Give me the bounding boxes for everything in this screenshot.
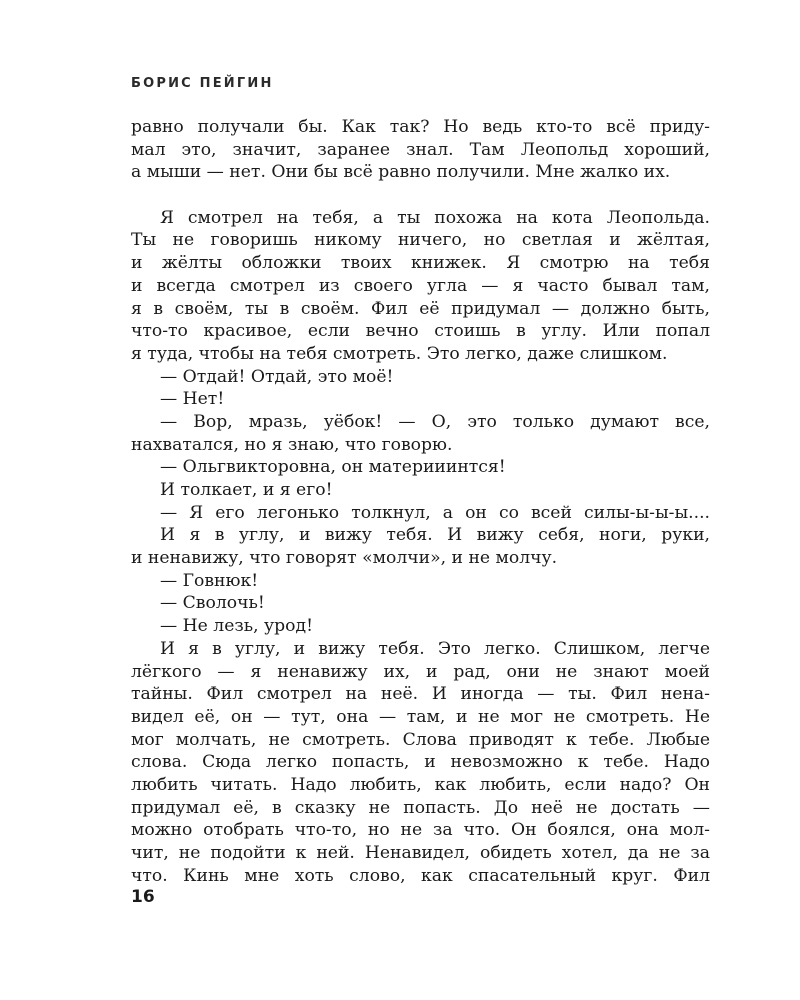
dialogue-line: — Говнюк! [160,570,259,591]
text-line: равно получали бы. Как так? Но ведь кто-то всё приду- [131,117,710,137]
text-line: придумал её, в сказку не попасть. До неё не достать — [131,797,710,818]
text-line: слова. Сюда легко попасть, и невозможно к тебе. Надо [131,752,710,773]
dialogue-line: — Отдай! Отдай, это моё! [160,366,394,387]
page-number: 16 [131,887,155,907]
text-line: можно отобрать что-то, но не за что. Он боялся, она мол- [131,820,710,841]
text-line: видел её, он — тут, она — там, и не мог не смотреть. Не [131,706,710,727]
text-line: И толкает, и я его! [160,480,333,500]
text-line: И я в углу, и вижу тебя. Это легко. Слишком, легче [160,638,710,659]
text-line: и жёлты обложки твоих книжек. Я смотрю на тебя [131,253,710,274]
text-line: мал это, значит, заранее знал. Там Леопольд хороший, [131,139,710,160]
running-head-author: БОРИС ПЕЙГИН [131,76,274,91]
dialogue-line: — Нет! [160,389,225,410]
text-line: нахватался, но я знаю, что говорю. [131,434,453,455]
text-line: что. Кинь мне хоть слово, как спасательный круг. Фил [131,865,710,886]
text-line: тайны. Фил смотрел на неё. И иногда — ты. Фил нена- [131,684,710,705]
text-line: Ты не говоришь никому ничего, но светлая и жёлтая, [131,230,710,251]
dialogue-line: — Сволочь! [160,593,265,614]
text-line: Я смотрел на тебя, а ты похожа на кота Леопольда. [160,207,710,228]
text-line: что-то красивое, если вечно стоишь в углу. Или попал [131,321,710,342]
paragraph-gap [131,184,710,207]
body-text [131,116,710,887]
dialogue-line: — Ольгвикторовна, он материиинтся! [160,457,506,478]
text-line: я в своём, ты в своём. Фил её придумал — должно быть, [131,298,710,319]
text-line: а мыши — нет. Они бы всё равно получили. Мне жалко их. [131,162,671,183]
text-line: мог молчать, не смотреть. Слова приводят к тебе. Любые [131,729,710,750]
text-line: лёгкого — я ненавижу их, и рад, они не знают моей [131,661,710,682]
dialogue-line: — Не лезь, урод! [160,616,313,637]
text-line: я туда, чтобы на тебя смотреть. Это легко, даже слишком. [131,343,668,364]
text-line: чит, не подойти к ней. Ненавидел, обидеть хотел, да не за [131,843,710,863]
dialogue-line: — Я его легонько толкнул, а он со всей силы-ы-ы-ы.... [160,502,710,523]
dialogue-line: — Вор, мразь, уёбок! — О, это только думают все, [160,411,710,432]
text-line: и всегда смотрел из своего угла — я часто бывал там, [131,275,710,296]
text-line: любить читать. Надо любить, как любить, если надо? Он [131,774,710,795]
text-line: И я в углу, и вижу тебя. И вижу себя, ноги, руки, [160,525,710,546]
text-line: и ненавижу, что говорят «молчи», и не молчу. [131,548,558,569]
